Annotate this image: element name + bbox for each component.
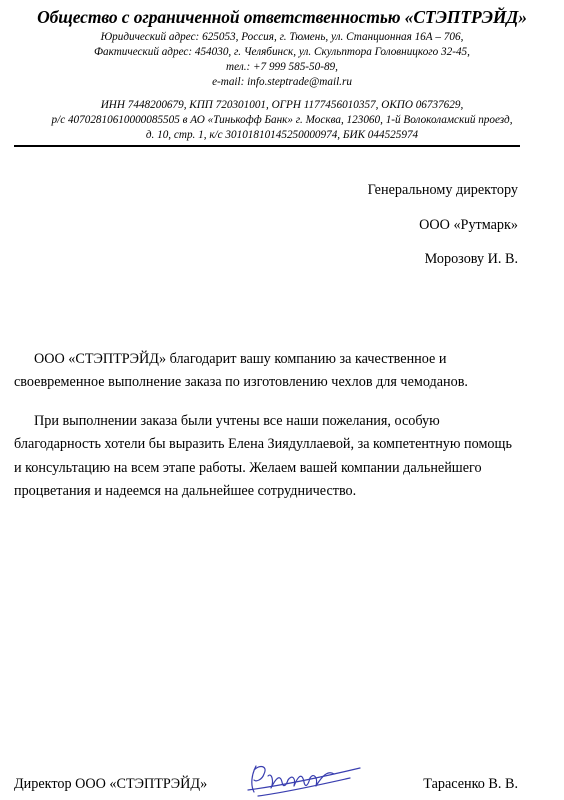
phone: тел.: +7 999 585-50-89, [226,61,338,73]
requisites-line-1: ИНН 7448200679, КПП 720301001, ОГРН 1177456010357, ОКПО 06737629, [100,99,464,111]
recipient-position: Генеральному директору [367,182,518,198]
letterhead-divider [14,145,520,147]
requisites-line-2: р/с 40702810610000085505 в АО «Тинькофф Банк» г. Москва, 123060, 1-й Волоколамский проезд, [51,114,513,126]
legal-address: Юридический адрес: 625053, Россия, г. Тюмень, ул. Станционная 16А – 706, [100,31,464,43]
requisites-line-3: д. 10, стр. 1, к/с 30101810145250000974, БИК 044525974 [145,129,419,141]
body-paragraph-1: ООО «СТЭПТРЭЙД» благодарит вашу компанию за качественное и своевременное выполнение заказа по изготовлению чехлов для чемоданов. [14,351,468,391]
signer-name: Тарасенко В. В. [423,776,518,792]
body-paragraph-2: При выполнении заказа были учтены все наши пожелания, особую благодарность хотели бы выразить Елена Зиядуллаевой, за компетентную помощь и консультацию на всем этапе работы. Желаем вашей компании дальнейшего процветания и надеемся на дальнейшее сотрудничество. [14,413,512,500]
handwritten-signature [238,756,368,800]
recipient-organization: ООО «Рутмарк» [419,217,518,233]
signer-title: Директор ООО «СТЭПТРЭЙД» [14,776,208,792]
company-name: Общество с ограниченной ответственностью «СТЭПТРЭЙД» [37,7,527,27]
recipient-name: Морозову И. В. [424,251,518,267]
email: e-mail: info.steptrade@mail.ru [212,76,352,88]
actual-address: Фактический адрес: 454030, г. Челябинск, ул. Скульптора Головницкого 32-45, [94,46,470,58]
